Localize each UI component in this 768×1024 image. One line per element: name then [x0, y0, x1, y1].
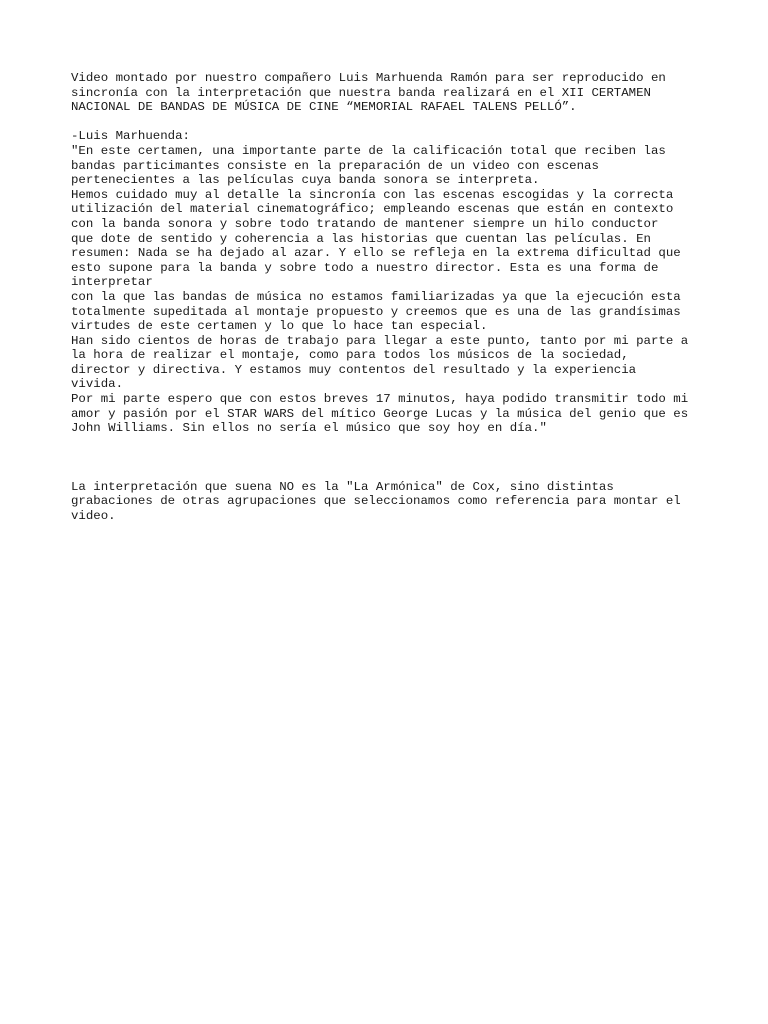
document-page	[71, 71, 711, 523]
text-line: La interpretación que suena NO es la "La Armónica" de Cox, sino distintas	[71, 479, 614, 494]
paragraph-quote	[71, 129, 711, 435]
paragraph-note	[71, 480, 711, 524]
blank-line	[71, 465, 711, 480]
text-line: utilización del material cinematográfico; empleando escenas que están en contexto	[71, 202, 674, 217]
paragraph-intro	[71, 71, 711, 115]
text-line: vivida.	[71, 377, 124, 392]
text-line: interpretar	[71, 275, 153, 290]
text-line: esto supone para la banda y sobre todo a nuestro director. Esta es una forma de	[71, 260, 659, 275]
text-line: John Williams. Sin ellos no sería el músico que soy hoy en día."	[71, 421, 547, 436]
blank-line	[71, 450, 711, 465]
blank-line	[71, 115, 711, 130]
text-line: grabaciones de otras agrupaciones que seleccionamos como referencia para montar el	[71, 494, 681, 509]
text-line: Han sido cientos de horas de trabajo para llegar a este punto, tanto por mi parte a	[71, 333, 689, 348]
text-line: con la que las bandas de música no estamos familiarizadas ya que la ejecución esta	[71, 289, 681, 304]
blank-line	[71, 436, 711, 451]
text-line: -Luis Marhuenda:	[71, 129, 190, 144]
text-line: "En este certamen, una importante parte de la calificación total que reciben las	[71, 143, 666, 158]
text-line: la hora de realizar el montaje, como para todos los músicos de la sociedad,	[71, 348, 629, 363]
text-line: resumen: Nada se ha dejado al azar. Y ello se refleja en la extrema dificultad que	[71, 246, 681, 261]
text-line: que dote de sentido y coherencia a las historias que cuentan las películas. En	[71, 231, 651, 246]
text-line: video.	[71, 508, 116, 523]
text-line: bandas particimantes consiste en la preparación de un video con escenas	[71, 158, 599, 173]
text-line: amor y pasión por el STAR WARS del mítico George Lucas y la música del genio que es	[71, 406, 689, 421]
text-line: director y directiva. Y estamos muy contentos del resultado y la experiencia	[71, 362, 637, 377]
text-line: con la banda sonora y sobre todo tratando de mantener siempre un hilo conductor	[71, 216, 659, 231]
text-line: NACIONAL DE BANDAS DE MÚSICA DE CINE “MEMORIAL RAFAEL TALENS PELLÓ”.	[71, 100, 577, 115]
text-line: Hemos cuidado muy al detalle la sincronía con las escenas escogidas y la correcta	[71, 187, 674, 202]
text-line: sincronía con la interpretación que nuestra banda realizará en el XII CERTAMEN	[71, 85, 651, 100]
text-line: virtudes de este certamen y lo que lo hace tan especial.	[71, 319, 488, 334]
text-line: Por mi parte espero que con estos breves 17 minutos, haya podido transmitir todo mi	[71, 392, 689, 407]
text-line: pertenecientes a las películas cuya banda sonora se interpreta.	[71, 173, 540, 188]
text-line: Video montado por nuestro compañero Luis Marhuenda Ramón para ser reproducido en	[71, 71, 666, 85]
text-line: totalmente supeditada al montaje propuesto y creemos que es una de las grandísimas	[71, 304, 681, 319]
